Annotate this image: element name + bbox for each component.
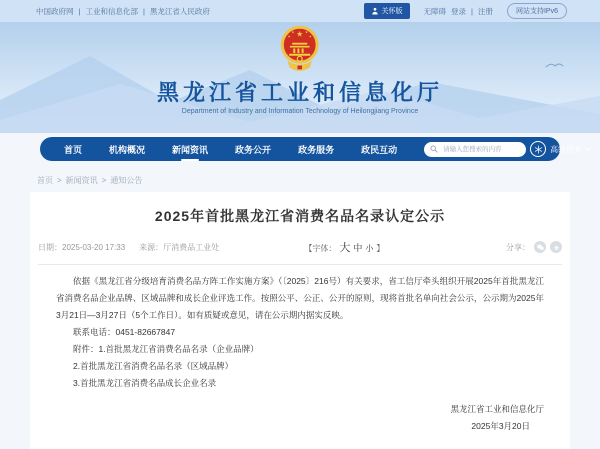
- login-link[interactable]: 登录: [451, 6, 467, 16]
- nav-band: [0, 133, 600, 168]
- nav-item-interaction[interactable]: 政民互动: [361, 144, 398, 155]
- divider: |: [142, 6, 145, 16]
- care-version-label: 关怀版: [381, 8, 403, 15]
- person-icon: [371, 7, 379, 15]
- breadcrumb-news[interactable]: 新闻资讯: [65, 176, 98, 185]
- nav-item-about[interactable]: 机构概况: [109, 144, 146, 155]
- signature-date: 2025年3月20日: [471, 421, 530, 431]
- main-nav: [40, 137, 583, 161]
- article-title: 2025年首批黑龙江省消费名品名录认定公示: [154, 208, 446, 224]
- wechat-icon: [536, 243, 545, 252]
- attachment-link-3[interactable]: 3.首批黑龙江省消费名品成长企业名录: [73, 378, 217, 388]
- care-version-button[interactable]: [364, 3, 410, 19]
- date-label: 日期：: [38, 242, 62, 252]
- attachment-link-1[interactable]: 附件：1.首批黑龙江省消费名品名录（企业品牌）: [73, 344, 259, 354]
- weibo-icon: [552, 243, 561, 252]
- source-value: 厅消费品工业处: [163, 242, 220, 252]
- breadcrumb-home[interactable]: 首页: [37, 176, 53, 185]
- share-group: [384, 241, 562, 253]
- divider: |: [78, 6, 81, 16]
- source-field: [139, 242, 219, 253]
- font-size-control: [304, 239, 384, 255]
- breadcrumb-separator: >: [101, 176, 107, 185]
- register-link[interactable]: 注册: [477, 6, 493, 16]
- snowflake-badge-icon[interactable]: [530, 141, 546, 157]
- font-size-prefix: 【字体：: [304, 244, 337, 253]
- breadcrumb: [0, 168, 600, 192]
- topbar-link-hlj-gov[interactable]: 黑龙江省人民政府: [149, 6, 210, 16]
- attachment-link-2[interactable]: 2.首批黑龙江省消费名品名录（区域品牌）: [73, 361, 234, 371]
- breadcrumb-current: 通知公告: [110, 176, 143, 185]
- ipv6-badge: 网站支持IPv6: [507, 3, 567, 19]
- nav-item-news[interactable]: 新闻资讯: [172, 144, 209, 155]
- font-size-suffix: 】: [376, 244, 385, 253]
- topbar-link-miit[interactable]: 工业和信息化部: [85, 6, 138, 16]
- article-meta: [38, 239, 562, 265]
- topbar: [0, 0, 600, 22]
- signature-block: [56, 401, 544, 435]
- date-value: 2025-03-20 17:33: [62, 242, 126, 252]
- divider: |: [471, 6, 473, 16]
- contact-phone: 联系电话：0451-82667847: [73, 327, 176, 337]
- breadcrumb-separator: >: [57, 176, 62, 185]
- snowflake-icon: [534, 145, 543, 154]
- search-group: [424, 141, 590, 157]
- chevron-down-icon: [585, 145, 591, 151]
- article-paragraph: 依据《黑龙江省分级培育消费名品方阵工作实施方案》（〔2025〕216号）有关要求，省工信厅牵头组织开展2025年首批黑龙江省消费名品企业品牌、区域品牌和成长企业评选工作。按照公平、公正、公开的原则，现将首批名单向社会公示，公示期为2025年3月21日—3月27日（5个工作日）。如有质疑或意见，请在公示期内据实反映。: [56, 276, 544, 320]
- article-body: [56, 273, 544, 392]
- site-header: [0, 22, 600, 133]
- signature-org: 黑龙江省工业和信息化厅: [450, 404, 544, 414]
- date-field: [38, 242, 125, 253]
- search-input[interactable]: [441, 145, 520, 154]
- article-card: [30, 192, 570, 449]
- site-title: 黑龙江省工业和信息化厅: [156, 80, 443, 105]
- font-size-large-button[interactable]: 大: [339, 242, 351, 254]
- article-meta-left: [38, 242, 304, 253]
- nav-item-gov-affairs[interactable]: 政务公开: [235, 144, 272, 155]
- source-label: 来源：: [139, 242, 164, 252]
- nav-item-home[interactable]: 首页: [64, 144, 83, 155]
- accessibility-link[interactable]: 无障碍: [423, 6, 447, 16]
- topbar-link-china-gov[interactable]: 中国政府网: [36, 6, 74, 16]
- share-wechat-button[interactable]: [534, 241, 546, 253]
- national-emblem: [277, 25, 322, 75]
- site-subtitle: Department of Industry and Information Technology of Heilongjiang Province: [181, 108, 419, 115]
- share-label: 分享：: [506, 242, 530, 252]
- font-size-medium-button[interactable]: 中: [353, 243, 363, 253]
- nav-item-gov-services[interactable]: 政务服务: [298, 144, 335, 155]
- advanced-search-link[interactable]: [550, 144, 590, 155]
- advanced-search-label: 高级搜索: [550, 144, 583, 154]
- share-weibo-button[interactable]: [550, 241, 562, 253]
- search-box[interactable]: [424, 142, 526, 157]
- topbar-links: [36, 6, 210, 17]
- font-size-small-button[interactable]: 小: [365, 244, 374, 253]
- topbar-actions: [364, 3, 567, 19]
- search-icon: [430, 145, 438, 153]
- header-inner: [0, 22, 600, 115]
